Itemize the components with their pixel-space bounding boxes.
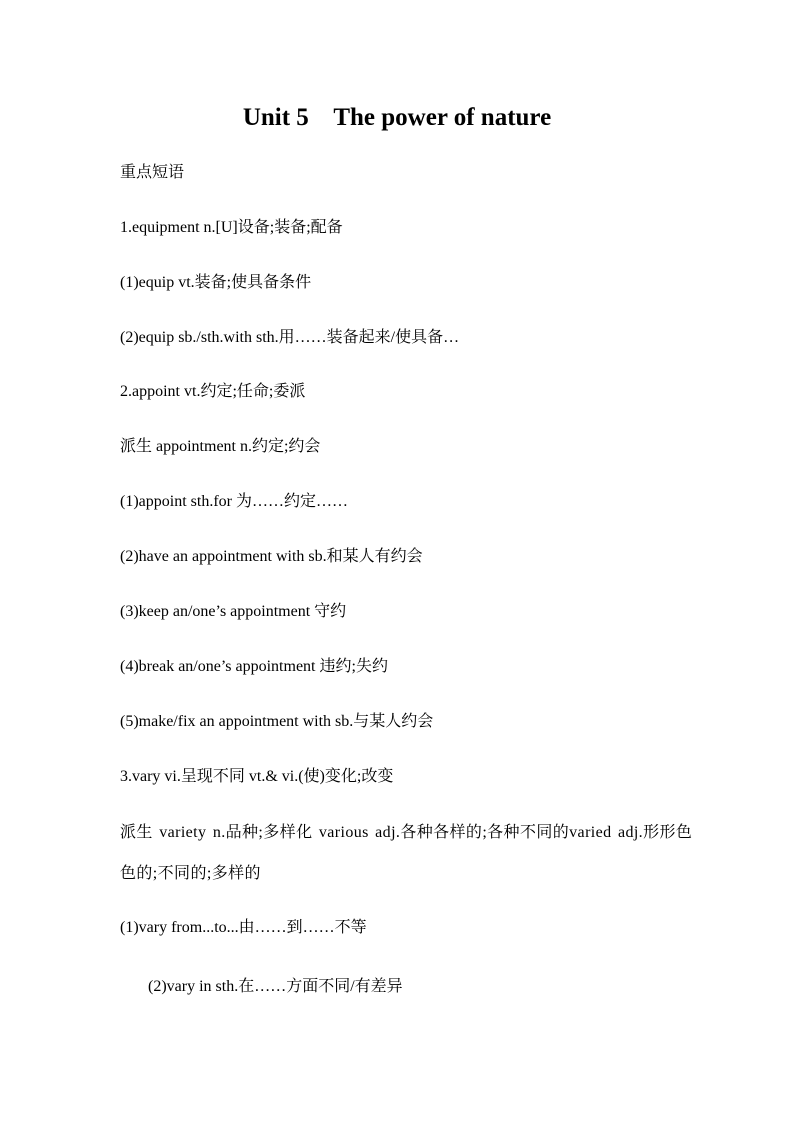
vocab-line: (1)appoint sth.for 为……约定…… (120, 493, 348, 510)
page-title: Unit 5 The power of nature (242, 104, 552, 131)
vocab-line: (2)vary in sth.在……方面不同/有差异 (148, 978, 403, 995)
vocab-line: (1)equip vt.装备;使具备条件 (120, 274, 312, 291)
vocab-paragraph: 派生 variety n.品种;多样化 various adj.各种各样的;各种不同的varied adj.形形色色的;不同的;多样的 (120, 824, 693, 882)
vocab-line: 3.vary vi.呈现不同 vt.& vi.(使)变化;改变 (120, 768, 394, 785)
section-heading: 重点短语 (120, 164, 185, 181)
vocab-line: (4)break an/one’s appointment 违约;失约 (120, 658, 388, 675)
vocab-line: (2)equip sb./sth.with sth.用……装备起来/使具备… (120, 329, 460, 346)
vocab-line: (5)make/fix an appointment with sb.与某人约会 (120, 713, 434, 730)
vocab-line: 派生 appointment n.约定;约会 (120, 438, 321, 455)
vocab-line: (2)have an appointment with sb.和某人有约会 (120, 548, 423, 565)
vocab-line: (1)vary from...to...由……到……不等 (120, 919, 367, 936)
vocab-line: 2.appoint vt.约定;任命;委派 (120, 383, 306, 400)
vocab-line: (3)keep an/one’s appointment 守约 (120, 603, 347, 620)
vocab-line: 1.equipment n.[U]设备;装备;配备 (120, 219, 343, 236)
